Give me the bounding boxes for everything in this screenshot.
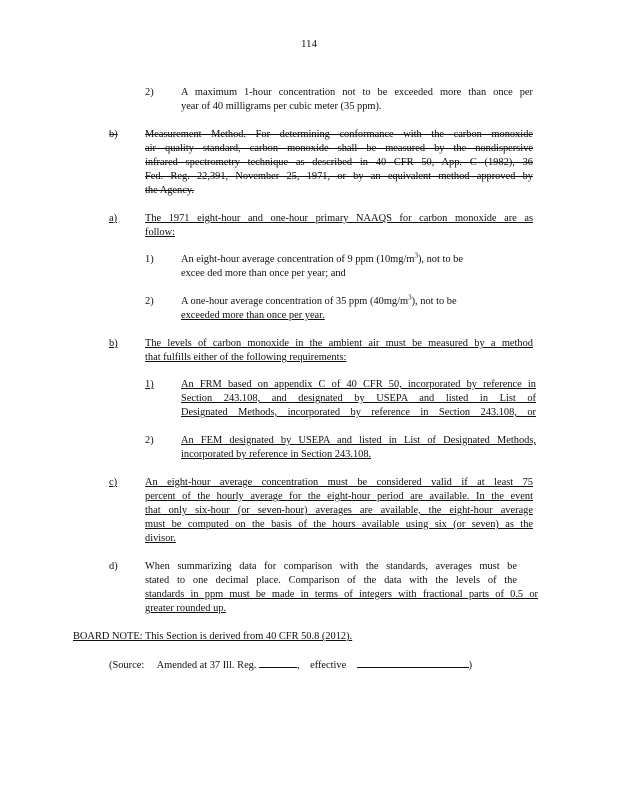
register-blank — [259, 658, 297, 668]
underlined-text-line: that fulfills either of the following requirements: — [145, 352, 347, 363]
effective-date-blank — [357, 658, 469, 668]
item-marker: b) — [109, 129, 118, 140]
underlined-text-line: An FRM based on appendix C of 40 CFR 50, incorporated by reference in — [181, 379, 536, 390]
item-marker: 2) — [145, 87, 154, 98]
underlined-text-line: Section 243.108, and designated by USEPA and listed in List of — [181, 393, 536, 404]
struck-text-line: Measurement Method. For determining conformance with the carbon monoxide — [145, 129, 533, 140]
item-marker: 1) — [145, 379, 154, 390]
item-marker: c) — [109, 477, 118, 488]
item-text-line: When summarizing data for comparison with the standards, averages must be — [145, 561, 517, 572]
underlined-text-line: divisor. — [145, 533, 176, 544]
item-marker: 1) — [145, 254, 154, 265]
page-number: 114 — [300, 38, 318, 50]
underlined-text-line: An eight-hour average concentration must be considered valid if at least 75 — [145, 477, 533, 488]
item-marker: 2) — [145, 296, 154, 307]
item-text-line: A one-hour average concentration of 35 ppm $(40mg/m^3)$, not to be — [181, 293, 457, 307]
item-text-line: excee ded more than once per year; and — [181, 268, 346, 279]
source-amended: Amended at 37 Ill. Reg. — [156, 660, 257, 671]
underlined-text-line: must be computed on the basis of the hours available using six (or seven) as the — [145, 519, 533, 530]
source-prefix: (Source: — [109, 660, 145, 671]
underlined-text-line: The levels of carbon monoxide in the ambient air must be measured by a method — [145, 338, 533, 349]
underlined-text-line: standards in ppm must be made in terms of integers with fractional parts of 0.5 or — [145, 589, 538, 600]
struck-text-line: air quality standard, carbon monoxide shall be measured by the nondispersive — [145, 143, 533, 154]
source-comma: , — [297, 660, 300, 671]
item-text-line: An eight-hour average concentration of 9 ppm $(10mg/m^3)$, not to be — [181, 251, 463, 265]
underlined-text-line: greater rounded up. — [145, 603, 227, 614]
source-line — [109, 658, 472, 673]
underlined-text-line: incorporated by reference in Section 243.108. — [181, 449, 372, 460]
underlined-text-line: that only six-hour (or seven-hour) averages are available, the eight-hour average — [145, 505, 533, 516]
underlined-text-line: An FEM designated by USEPA and listed in List of Designated Methods, — [181, 435, 536, 446]
item-text-line: A maximum 1-hour concentration not to be exceeded more than once per — [181, 87, 533, 98]
underlined-text-line: exceeded more than once per year. — [181, 310, 325, 321]
item-text-line: stated to one decimal place. Comparison of the data with the levels of the — [145, 575, 517, 586]
underlined-text-line: percent of the hourly average for the eight-hour period are available. In the event — [145, 491, 533, 502]
struck-text-line: Fed. Reg. 22,391, November 25, 1971, or by an equivalent method approved by — [145, 171, 533, 182]
item-text-line: year of 40 milligrams per cubic meter (35 ppm). — [181, 101, 382, 112]
underlined-text-line: The 1971 eight-hour and one-hour primary NAAQS for carbon monoxide are as — [145, 213, 533, 224]
item-marker: 2) — [145, 435, 154, 446]
source-effective: effective — [310, 660, 347, 671]
struck-text-line: infrared spectrometry technique as described in 40 CFR 50, App. C (1982), 36 — [145, 157, 533, 168]
underlined-text-line: Designated Methods, incorporated by reference in Section 243.108, or — [181, 407, 536, 418]
item-marker: a) — [109, 213, 118, 224]
underlined-text-line: follow: — [145, 227, 176, 238]
struck-text-line: the Agency. — [145, 185, 194, 196]
source-close: ) — [468, 660, 473, 671]
item-marker: d) — [109, 561, 118, 572]
board-note: BOARD NOTE: This Section is derived from 40 CFR 50.8 (2012). — [73, 631, 353, 642]
item-marker: b) — [109, 338, 118, 349]
